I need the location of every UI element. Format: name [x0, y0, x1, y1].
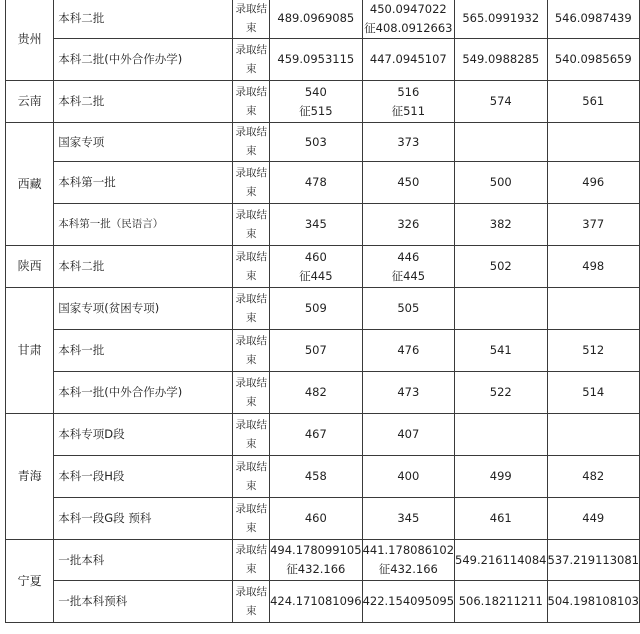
min-score-cell — [362, 123, 454, 162]
score-value-b: 512 — [547, 330, 639, 372]
max-score-cell — [270, 456, 362, 498]
admission-status — [233, 498, 270, 540]
status-line: 束 — [246, 521, 257, 534]
status-line: 录取结 — [235, 502, 268, 515]
table-row — [6, 330, 640, 372]
score-value: 征432.166 — [378, 562, 438, 576]
status-line: 录取结 — [235, 292, 268, 305]
score-value: 424.171081096 — [270, 594, 362, 608]
score-value-a: 499 — [455, 456, 547, 498]
province-name: 云南 — [6, 81, 54, 123]
score-value-a — [455, 123, 547, 162]
score-value: 345 — [397, 511, 420, 525]
score-value: 509 — [304, 301, 327, 315]
score-value-b: 537.219113081 — [547, 540, 639, 581]
admission-status — [233, 162, 270, 204]
batch-name: 国家专项(贫困专项) — [54, 288, 233, 330]
score-value-a: 565.0991932 — [455, 0, 547, 39]
status-line: 录取结 — [235, 544, 268, 556]
status-line: 录取结 — [235, 166, 268, 179]
score-value-b: 540.0985659 — [547, 39, 639, 81]
score-value: 460 — [304, 249, 327, 264]
max-score-cell — [270, 0, 362, 39]
table-row — [6, 81, 640, 123]
max-score-cell — [270, 581, 362, 623]
score-value: 征445 — [391, 268, 426, 283]
min-score-cell — [362, 162, 454, 204]
admission-status — [233, 204, 270, 246]
score-value: 征445 — [299, 268, 333, 283]
status-line: 束 — [246, 353, 257, 366]
score-value-a: 574 — [455, 81, 547, 123]
status-line: 束 — [246, 269, 257, 282]
score-value-b — [547, 288, 639, 330]
score-value: 征432.166 — [286, 562, 346, 576]
score-value: 476 — [397, 343, 420, 357]
admission-status — [233, 581, 270, 623]
score-value: 407 — [397, 427, 420, 441]
score-value: 473 — [397, 385, 420, 399]
table-row — [6, 204, 640, 246]
score-value: 征515 — [299, 103, 333, 118]
score-value-b: 377 — [547, 204, 639, 246]
score-value: 458 — [304, 469, 327, 483]
status-line: 录取结 — [235, 418, 268, 431]
status-line: 束 — [246, 185, 257, 198]
min-score-cell — [362, 330, 454, 372]
score-value-b: 498 — [547, 246, 639, 288]
table-row — [6, 0, 640, 39]
province-name: 贵州 — [6, 0, 54, 81]
batch-name: 本科第一批（民语言） — [54, 204, 233, 246]
table-row — [6, 498, 640, 540]
province-name: 青海 — [6, 414, 54, 540]
score-value-a: 549.216114084 — [455, 540, 547, 581]
admission-status — [233, 414, 270, 456]
table-row — [6, 288, 640, 330]
max-score-cell — [270, 498, 362, 540]
max-score-cell — [270, 246, 362, 288]
status-line: 录取结 — [235, 126, 268, 138]
batch-name: 本科一批(中外合作办学) — [54, 372, 233, 414]
max-score-cell — [270, 204, 362, 246]
score-value: 503 — [304, 134, 327, 149]
status-line: 录取结 — [235, 460, 268, 473]
table-row — [6, 456, 640, 498]
score-value-b: 504.198108103 — [547, 581, 639, 623]
batch-name: 本科二批 — [54, 246, 233, 288]
score-value-b: 496 — [547, 162, 639, 204]
admission-status — [233, 288, 270, 330]
score-value: 507 — [304, 343, 327, 357]
score-value-a: 549.0988285 — [455, 39, 547, 81]
status-line: 束 — [246, 479, 257, 492]
admission-status — [233, 123, 270, 162]
min-score-cell — [362, 414, 454, 456]
batch-name: 本科一批 — [54, 330, 233, 372]
status-line: 束 — [246, 563, 257, 575]
score-value-b: 482 — [547, 456, 639, 498]
admission-status — [233, 540, 270, 581]
min-score-cell — [362, 288, 454, 330]
score-value-a: 522 — [455, 372, 547, 414]
max-score-cell — [270, 81, 362, 123]
min-score-cell — [362, 81, 454, 123]
score-value-a: 382 — [455, 204, 547, 246]
score-value: 482 — [304, 385, 327, 399]
batch-name: 本科一段G段 预科 — [54, 498, 233, 540]
admission-status — [233, 0, 270, 39]
score-value-b — [547, 414, 639, 456]
table-row — [6, 540, 640, 581]
score-value: 450 — [397, 175, 420, 189]
province-name: 西藏 — [6, 123, 54, 246]
table-row — [6, 414, 640, 456]
score-value: 征408.0912663 — [364, 20, 453, 35]
max-score-cell — [270, 123, 362, 162]
max-score-cell — [270, 540, 362, 581]
score-value: 459.0953115 — [277, 52, 355, 66]
batch-name: 本科一段H段 — [54, 456, 233, 498]
score-value-a — [455, 288, 547, 330]
score-value-b — [547, 123, 639, 162]
status-line: 束 — [246, 604, 257, 617]
score-value: 450.0947022 — [369, 1, 447, 16]
score-value: 373 — [397, 134, 420, 149]
score-value-a: 502 — [455, 246, 547, 288]
admission-status — [233, 81, 270, 123]
score-value-a: 500 — [455, 162, 547, 204]
status-line: 束 — [246, 227, 257, 240]
table-row — [6, 123, 640, 162]
score-value-a: 461 — [455, 498, 547, 540]
status-line: 录取结 — [235, 585, 268, 598]
min-score-cell — [362, 246, 454, 288]
status-line: 束 — [246, 437, 257, 450]
table-row — [6, 162, 640, 204]
score-value: 400 — [397, 469, 420, 483]
admission-status — [233, 39, 270, 81]
status-line: 束 — [246, 104, 257, 117]
score-value: 446 — [397, 249, 420, 264]
min-score-cell — [362, 372, 454, 414]
max-score-cell — [270, 162, 362, 204]
status-line: 录取结 — [235, 376, 268, 389]
admission-score-table — [5, 0, 640, 623]
province-name: 甘肃 — [6, 288, 54, 414]
status-line: 束 — [246, 395, 257, 408]
batch-name: 本科第一批 — [54, 162, 233, 204]
batch-name: 国家专项 — [54, 123, 233, 162]
status-line: 录取结 — [235, 208, 268, 221]
min-score-cell — [362, 0, 454, 39]
admission-status — [233, 246, 270, 288]
score-value: 441.178086102 — [362, 543, 455, 557]
table-row — [6, 372, 640, 414]
min-score-cell — [362, 498, 454, 540]
status-line: 录取结 — [235, 85, 268, 98]
batch-name: 一批本科预科 — [54, 581, 233, 623]
score-value-a: 506.18211211 — [455, 581, 547, 623]
score-value: 460 — [304, 511, 327, 525]
score-value: 征511 — [391, 103, 426, 118]
status-line: 束 — [246, 62, 257, 75]
score-value: 540 — [304, 84, 327, 99]
score-value-a: 541 — [455, 330, 547, 372]
admission-status — [233, 330, 270, 372]
score-value-a — [455, 414, 547, 456]
batch-name: 本科二批(中外合作办学) — [54, 39, 233, 81]
status-line: 束 — [246, 311, 257, 324]
score-value-b: 449 — [547, 498, 639, 540]
status-line: 束 — [246, 145, 257, 157]
score-value: 422.154095095 — [362, 594, 455, 608]
min-score-cell — [362, 581, 454, 623]
score-value: 494.178099105 — [270, 543, 362, 557]
status-line: 录取结 — [235, 250, 268, 263]
max-score-cell — [270, 288, 362, 330]
max-score-cell — [270, 330, 362, 372]
status-line: 束 — [246, 21, 257, 34]
admission-status — [233, 372, 270, 414]
table-row — [6, 39, 640, 81]
score-value: 478 — [304, 175, 327, 189]
score-value-b: 546.0987439 — [547, 0, 639, 39]
max-score-cell — [270, 414, 362, 456]
admission-status — [233, 456, 270, 498]
min-score-cell — [362, 39, 454, 81]
table-row — [6, 246, 640, 288]
province-name: 宁夏 — [6, 540, 54, 623]
max-score-cell — [270, 372, 362, 414]
min-score-cell — [362, 456, 454, 498]
score-value: 447.0945107 — [369, 52, 447, 66]
score-value-b: 514 — [547, 372, 639, 414]
batch-name: 本科二批 — [54, 81, 233, 123]
min-score-cell — [362, 540, 454, 581]
score-value-b: 561 — [547, 81, 639, 123]
status-line: 录取结 — [235, 43, 268, 56]
status-line: 录取结 — [235, 2, 268, 15]
province-name: 陕西 — [6, 246, 54, 288]
batch-name: 本科二批 — [54, 0, 233, 39]
min-score-cell — [362, 204, 454, 246]
score-value: 467 — [304, 427, 327, 441]
score-value: 326 — [397, 217, 420, 231]
status-line: 录取结 — [235, 334, 268, 347]
max-score-cell — [270, 39, 362, 81]
batch-name: 本科专项D段 — [54, 414, 233, 456]
score-value: 345 — [304, 217, 327, 231]
score-value: 489.0969085 — [277, 11, 355, 25]
batch-name: 一批本科 — [54, 540, 233, 581]
score-value: 516 — [397, 84, 420, 99]
table-row — [6, 581, 640, 623]
score-value: 505 — [397, 301, 420, 315]
